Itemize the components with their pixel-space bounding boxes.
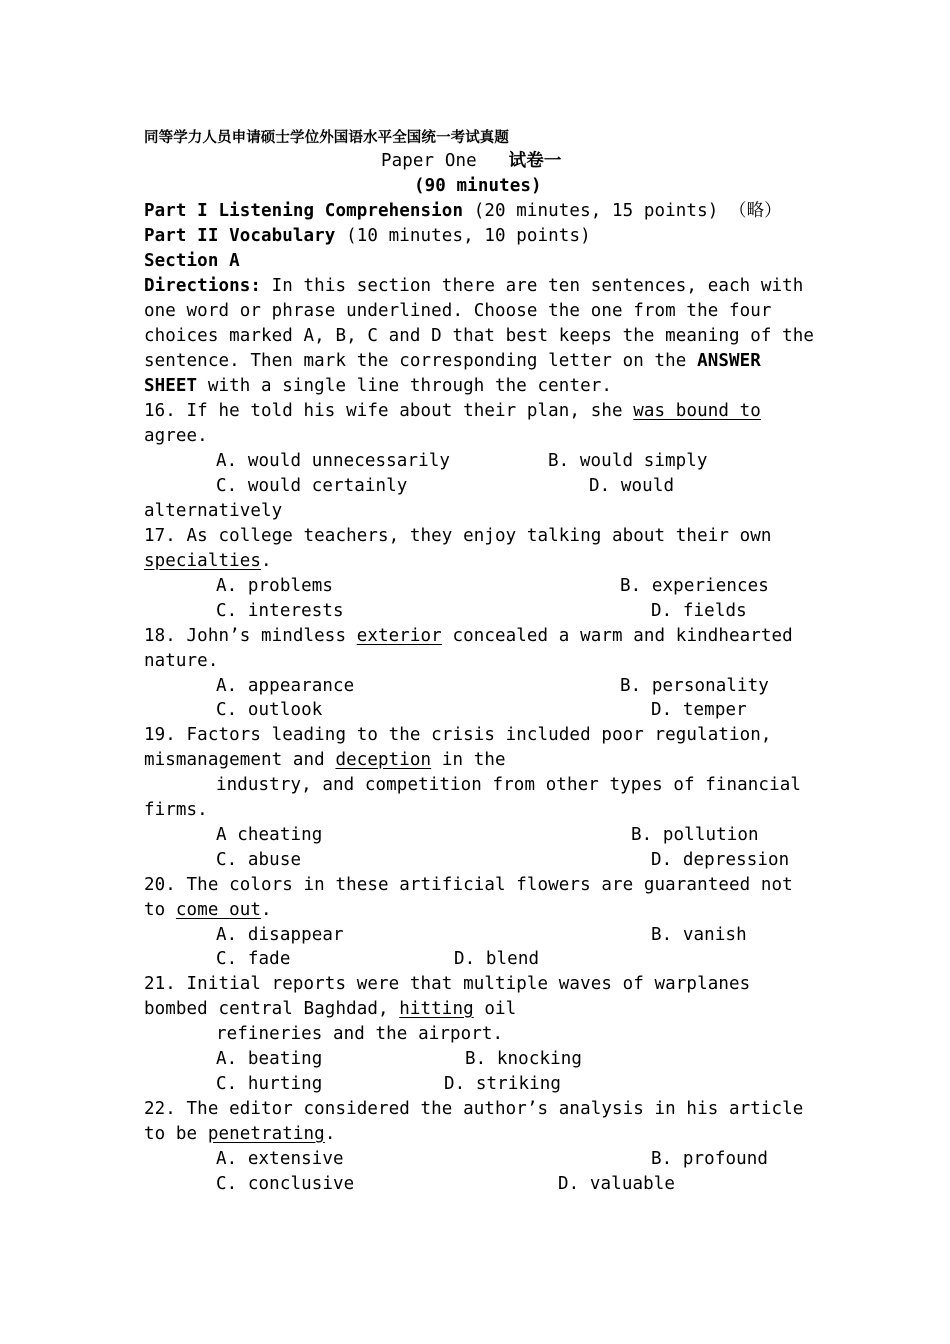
sheet-label: SHEET [144, 376, 198, 396]
part2-line [144, 224, 591, 249]
section-heading: Section A [144, 251, 240, 271]
q20-underlined: come out [175, 900, 262, 920]
paper-label: Paper One [381, 151, 477, 171]
q22-option-a: A. extensive [216, 1149, 344, 1169]
q16-text: 16. If he told his wife about their plan, she [144, 401, 634, 421]
directions-text-1: In this section there are ten sentences, each with [261, 276, 804, 296]
q22-underlined: penetrating [207, 1124, 325, 1144]
q16-option-a: A. would unnecessarily [216, 451, 450, 471]
q17-period: . [261, 551, 272, 571]
q17-option-b: B. experiences [620, 576, 769, 596]
q20-option-a: A. disappear [216, 925, 344, 945]
q17-option-a: A. problems [216, 576, 333, 596]
part1-info: (20 minutes, 15 points) （略） [463, 201, 782, 221]
q16-option-d: D. would [589, 476, 675, 496]
q16-option-b: B. would simply [548, 451, 708, 471]
q21-text: bombed central Baghdad, [144, 999, 400, 1019]
q16-option-d-wrap: alternatively [144, 501, 283, 521]
q18-option-b: B. personality [620, 676, 769, 696]
q19-text-post: in the [431, 750, 506, 770]
q22-period: . [324, 1124, 336, 1144]
question-19-stem-4: firms. [144, 800, 208, 820]
question-19-stem-3: industry, and competition from other types of financial [216, 775, 801, 795]
q18-underlined: exterior [356, 626, 442, 646]
question-18-stem-2: nature. [144, 651, 219, 671]
question-19-stem-2 [144, 748, 506, 773]
question-20-stem: 20. The colors in these artificial flowers are guaranteed not [144, 875, 793, 895]
q20-period: . [261, 900, 272, 920]
directions-line-2: one word or phrase underlined. Choose the one from the four [144, 301, 772, 321]
q18-option-a: A. appearance [216, 676, 355, 696]
question-17-stem-2 [144, 549, 272, 574]
q21-option-a: A. beating [216, 1049, 323, 1069]
q22-text: to be [144, 1124, 208, 1144]
q19-option-b: B. pollution [631, 825, 759, 845]
paper-label-zh: 试卷一 [508, 151, 562, 171]
q16-option-c: C. would certainly [216, 476, 408, 496]
q19-option-d: D. depression [651, 850, 790, 870]
directions-text-5: with a single line through the center. [197, 376, 612, 396]
q19-text: mismanagement and [144, 750, 336, 770]
question-22-stem-2 [144, 1122, 335, 1147]
q20-option-b: B. vanish [651, 925, 747, 945]
q18-text-post: concealed a warm and kindhearted [441, 626, 793, 646]
paper-duration: (90 minutes) [414, 176, 542, 196]
question-21-stem-2 [144, 997, 516, 1022]
question-16-stem [144, 399, 761, 424]
paper-heading [381, 149, 561, 174]
q18-option-d: D. temper [651, 700, 747, 720]
q19-option-c: C. abuse [216, 850, 302, 870]
q21-underlined: hitting [399, 999, 474, 1019]
directions-text-4: sentence. Then mark the corresponding letter on the [144, 351, 698, 371]
q19-option-a: A cheating [216, 825, 323, 845]
question-21-stem-3: refineries and the airport. [216, 1024, 504, 1044]
question-22-stem: 22. The editor considered the author’s analysis in his article [144, 1099, 804, 1119]
part2-heading: Part II Vocabulary [144, 226, 336, 246]
q18-option-c: C. outlook [216, 700, 323, 720]
part1-line [144, 199, 782, 224]
q21-option-b: B. knocking [465, 1049, 582, 1069]
q22-option-c: C. conclusive [216, 1174, 355, 1194]
question-16-stem-2: agree. [144, 426, 208, 446]
q20-option-c: C. fade [216, 949, 291, 969]
q21-option-c: C. hurting [216, 1074, 323, 1094]
q16-underlined: was bound to [633, 401, 761, 421]
part2-info: (10 minutes, 10 points) [335, 226, 591, 246]
question-18-stem [144, 624, 793, 649]
q17-underlined: specialties [144, 551, 261, 571]
q21-option-d: D. striking [444, 1074, 561, 1094]
q20-text: to [144, 900, 176, 920]
question-20-stem-2 [144, 898, 272, 923]
directions-line-1 [144, 274, 803, 299]
q22-option-b: B. profound [651, 1149, 768, 1169]
q22-option-d: D. valuable [558, 1174, 675, 1194]
question-19-stem: 19. Factors leading to the crisis included poor regulation, [144, 725, 772, 745]
q20-option-d: D. blend [454, 949, 540, 969]
exam-title: 同等学力人员申请硕士学位外国语水平全国统一考试真题 [144, 130, 509, 146]
q19-underlined: deception [335, 750, 432, 770]
answer-label: ANSWER [697, 351, 761, 371]
q21-text-post: oil [473, 999, 517, 1019]
question-21-stem: 21. Initial reports were that multiple waves of warplanes [144, 974, 751, 994]
q17-option-d: D. fields [651, 601, 747, 621]
part1-heading: Part I Listening Comprehension [144, 201, 464, 221]
directions-line-5 [144, 374, 612, 399]
question-17-stem: 17. As college teachers, they enjoy talking about their own [144, 526, 772, 546]
directions-line-3: choices marked A, B, C and D that best keeps the meaning of the [144, 326, 815, 346]
q18-text: 18. John’s mindless [144, 626, 357, 646]
directions-line-4 [144, 349, 761, 374]
q17-option-c: C. interests [216, 601, 344, 621]
directions-label: Directions: [144, 276, 261, 296]
